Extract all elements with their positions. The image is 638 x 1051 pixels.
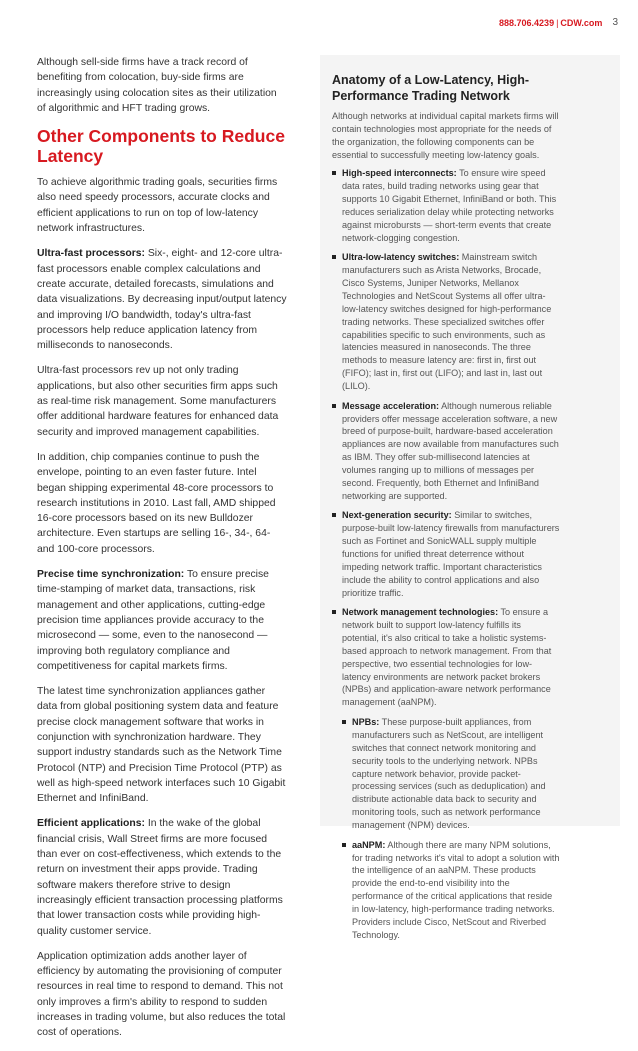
bullet-label: aaNPM: — [352, 839, 386, 850]
bullet-text: These purpose-built appliances, from manufacturers such as NetScout, are intelligent switches that connect network monitoring and security tools to the underlying network. NPBs capture network behavior, provide packet-processing services (such as deduplication) and distribute actionable data back to security and monitoring tools, such as network performance management (NPM) devices. — [352, 717, 546, 830]
paragraph-processors — [37, 246, 287, 353]
bullet-text: To ensure a network built to support low-latency fulfills its potential, it's also critical to take a holistic systems-based approach to network management. From that perspective, two essential technologies for low-latency environments are network packet brokers (NPBs) and application-aware network performance management (aaNPM). — [342, 607, 552, 708]
bullet-label: Next-generation security: — [342, 510, 452, 521]
paragraph-efficient-apps — [37, 816, 287, 938]
site-link[interactable]: CDW.com — [560, 17, 603, 28]
bullet-text: Although there are many NPM solutions, for trading networks it's vital to adopt a solution with the intelligence of an aaNPM. These products provide the end-to-end visibility into the performance of the critical applications that reside in low-latency, high-performance trading networks. Providers include Cisco, NetScout and Riverbed Technology. — [352, 839, 560, 940]
sidebar-panel — [320, 55, 620, 940]
paragraph-overview: To achieve algorithmic trading goals, securities firms also need speedy processors, accurate clocks and efficient applications to run on top of low-latency network infrastructures. — [37, 177, 278, 235]
time-sync-label: Precise time synchronization: — [37, 569, 185, 581]
phone-number: 888.706.4239 — [499, 17, 555, 28]
intro-paragraph: Although sell-side firms have a track record of benefiting from colocation, buy-side firms are increasingly using colocation sites as their utilization of algorithmic and HFT trading grows. — [37, 57, 277, 114]
bullet-label: High-speed interconnects: — [342, 168, 457, 179]
bullet-square-icon — [332, 513, 336, 517]
bullet-square-icon — [332, 610, 336, 614]
bullet-square-icon — [342, 843, 346, 847]
bullet-square-icon — [332, 171, 336, 175]
bullet-square-icon — [332, 255, 336, 259]
efficient-apps-label: Efficient applications: — [37, 818, 145, 830]
bullet-label: Message acceleration: — [342, 400, 440, 411]
sidebar-intro: Although networks at individual capital markets firms will contain technologies most appropriate for the needs of the organization, the following components can be essential to successfully meeting low-latency goals. — [332, 111, 559, 160]
time-sync-text: To ensure precise time-stamping of market data, transactions, risk management and other applications, cutting-edge precision time appliances provide accuracy to the microsecond — some, even to the nanosecond — improving both regulatory compliance and competitiveness for capital markets firms. — [37, 569, 269, 672]
subbullet-aanpm — [342, 839, 560, 942]
paragraph-processor-apps: Ultra-fast processors rev up not only trading applications, but also other securities firm apps such as real-time risk management. Some manufacturers offer additional hardware features for enhanced data security and improved management capabilities. — [37, 365, 279, 438]
bullet-square-icon — [342, 720, 346, 724]
paragraph-app-optimization: Application optimization adds another layer of efficiency by automating the provisioning of computer resources in real time to respond to demand. This not only improves a firm's ability to respond to sudden increases in trading volume, but also reduces the total cost of operations. — [37, 950, 286, 1039]
bullet-label: Network management technologies: — [342, 607, 499, 618]
bullet-text: Although numerous reliable providers offer message acceleration software, a new breed of purpose-built, hardware-based acceleration appliances are now available from manufactures such as IBM. They offer sub-millisecond latencies at volumes ranging up to millions of messages per second. Frequently, both Ethernet and InfiniBand networking are supported. — [342, 400, 559, 501]
subbullet-npbs — [342, 716, 560, 832]
paragraph-chip-companies: In addition, chip companies continue to push the envelope, pointing to an even faster future. Intel began shipping experimental 48-core processors to research institutions in 2010. Last fall, AMD shipped 16-core processors based on its new Bulldozer architecture. Even startups are selling 16-, 34-, 64- and 100-core processors. — [37, 451, 276, 555]
bullet-label: Ultra-low-latency switches: — [342, 252, 460, 263]
page-header — [499, 17, 618, 28]
header-separator: | — [556, 17, 559, 28]
main-column — [37, 55, 287, 1051]
bullet-network-management — [332, 606, 560, 709]
bullet-ultra-low-latency-switches — [332, 251, 560, 392]
bullet-message-acceleration — [332, 400, 560, 503]
processors-label: Ultra-fast processors: — [37, 248, 145, 260]
efficient-apps-text: In the wake of the global financial crisis, Wall Street firms are more focused than ever on cost-effectiveness, which extends to the return on investment their apps provide. Trading software makers therefore strive to design increasingly efficient transaction processing platforms that lower transaction costs while providing high-quality customer service. — [37, 818, 283, 937]
bullet-text: Similar to switches, purpose-built low-latency firewalls from manufacturers such as Fortinet and SonicWALL supply multiple functions for unified threat deterrence without impeding network traffic. Important characteristics include the ability to control applications and also prioritize traffic. — [342, 510, 560, 598]
processors-text: Six-, eight- and 12-core ultra-fast processors enable complex calculations and create accurate, detailed forecasts, simulations and data visualizations. By decreasing input/output latency and improving I/O bandwidth, today's ultra-fast processors help reduce application latency from milliseconds to nanoseconds. — [37, 248, 287, 352]
bullet-label: NPBs: — [352, 717, 380, 728]
sidebar-content — [332, 73, 560, 948]
paragraph-time-appliances: The latest time synchronization appliances gather data from global positioning system data and feature precise clock management software that works in conjunction with synchronization hardware. They support industry standards such as the Network Time Protocol (NTP) and Precision Time Protocol (PTP) as well as high-speed network interfaces such 10 Gigabit Ethernet and InfiniBand. — [37, 686, 286, 805]
page-number: 3 — [612, 17, 618, 28]
bullet-text: Mainstream switch manufacturers such as Arista Networks, Brocade, Cisco Systems, Juniper Networks, Mellanox Technologies and NetScout Systems all offer ultra-low-latency switches designed for high-performance trading networks. These specialized switches offer capabilities specific to such environments, such as latencies measured in nanoseconds. The three methods to measure latency are: first in, first out (FIFO); last in, first out (LIFO); and last in, last out (LILO). — [342, 252, 552, 391]
bullet-square-icon — [332, 404, 336, 408]
bullet-high-speed-interconnects — [332, 167, 560, 244]
bullet-next-generation-security — [332, 509, 560, 599]
section-heading: Other Components to Reduce Latency — [37, 126, 285, 167]
bullet-text: To ensure wire speed data rates, build trading networks using gear that supports 10 Gigabit Ethernet, InfiniBand or both. This reduces serialization delay while protecting networks against microbursts — short-term events that create network-clogging congestion. — [342, 168, 557, 243]
paragraph-time-sync — [37, 567, 287, 674]
sidebar-title: Anatomy of a Low-Latency, High-Performance Trading Network — [332, 73, 529, 103]
